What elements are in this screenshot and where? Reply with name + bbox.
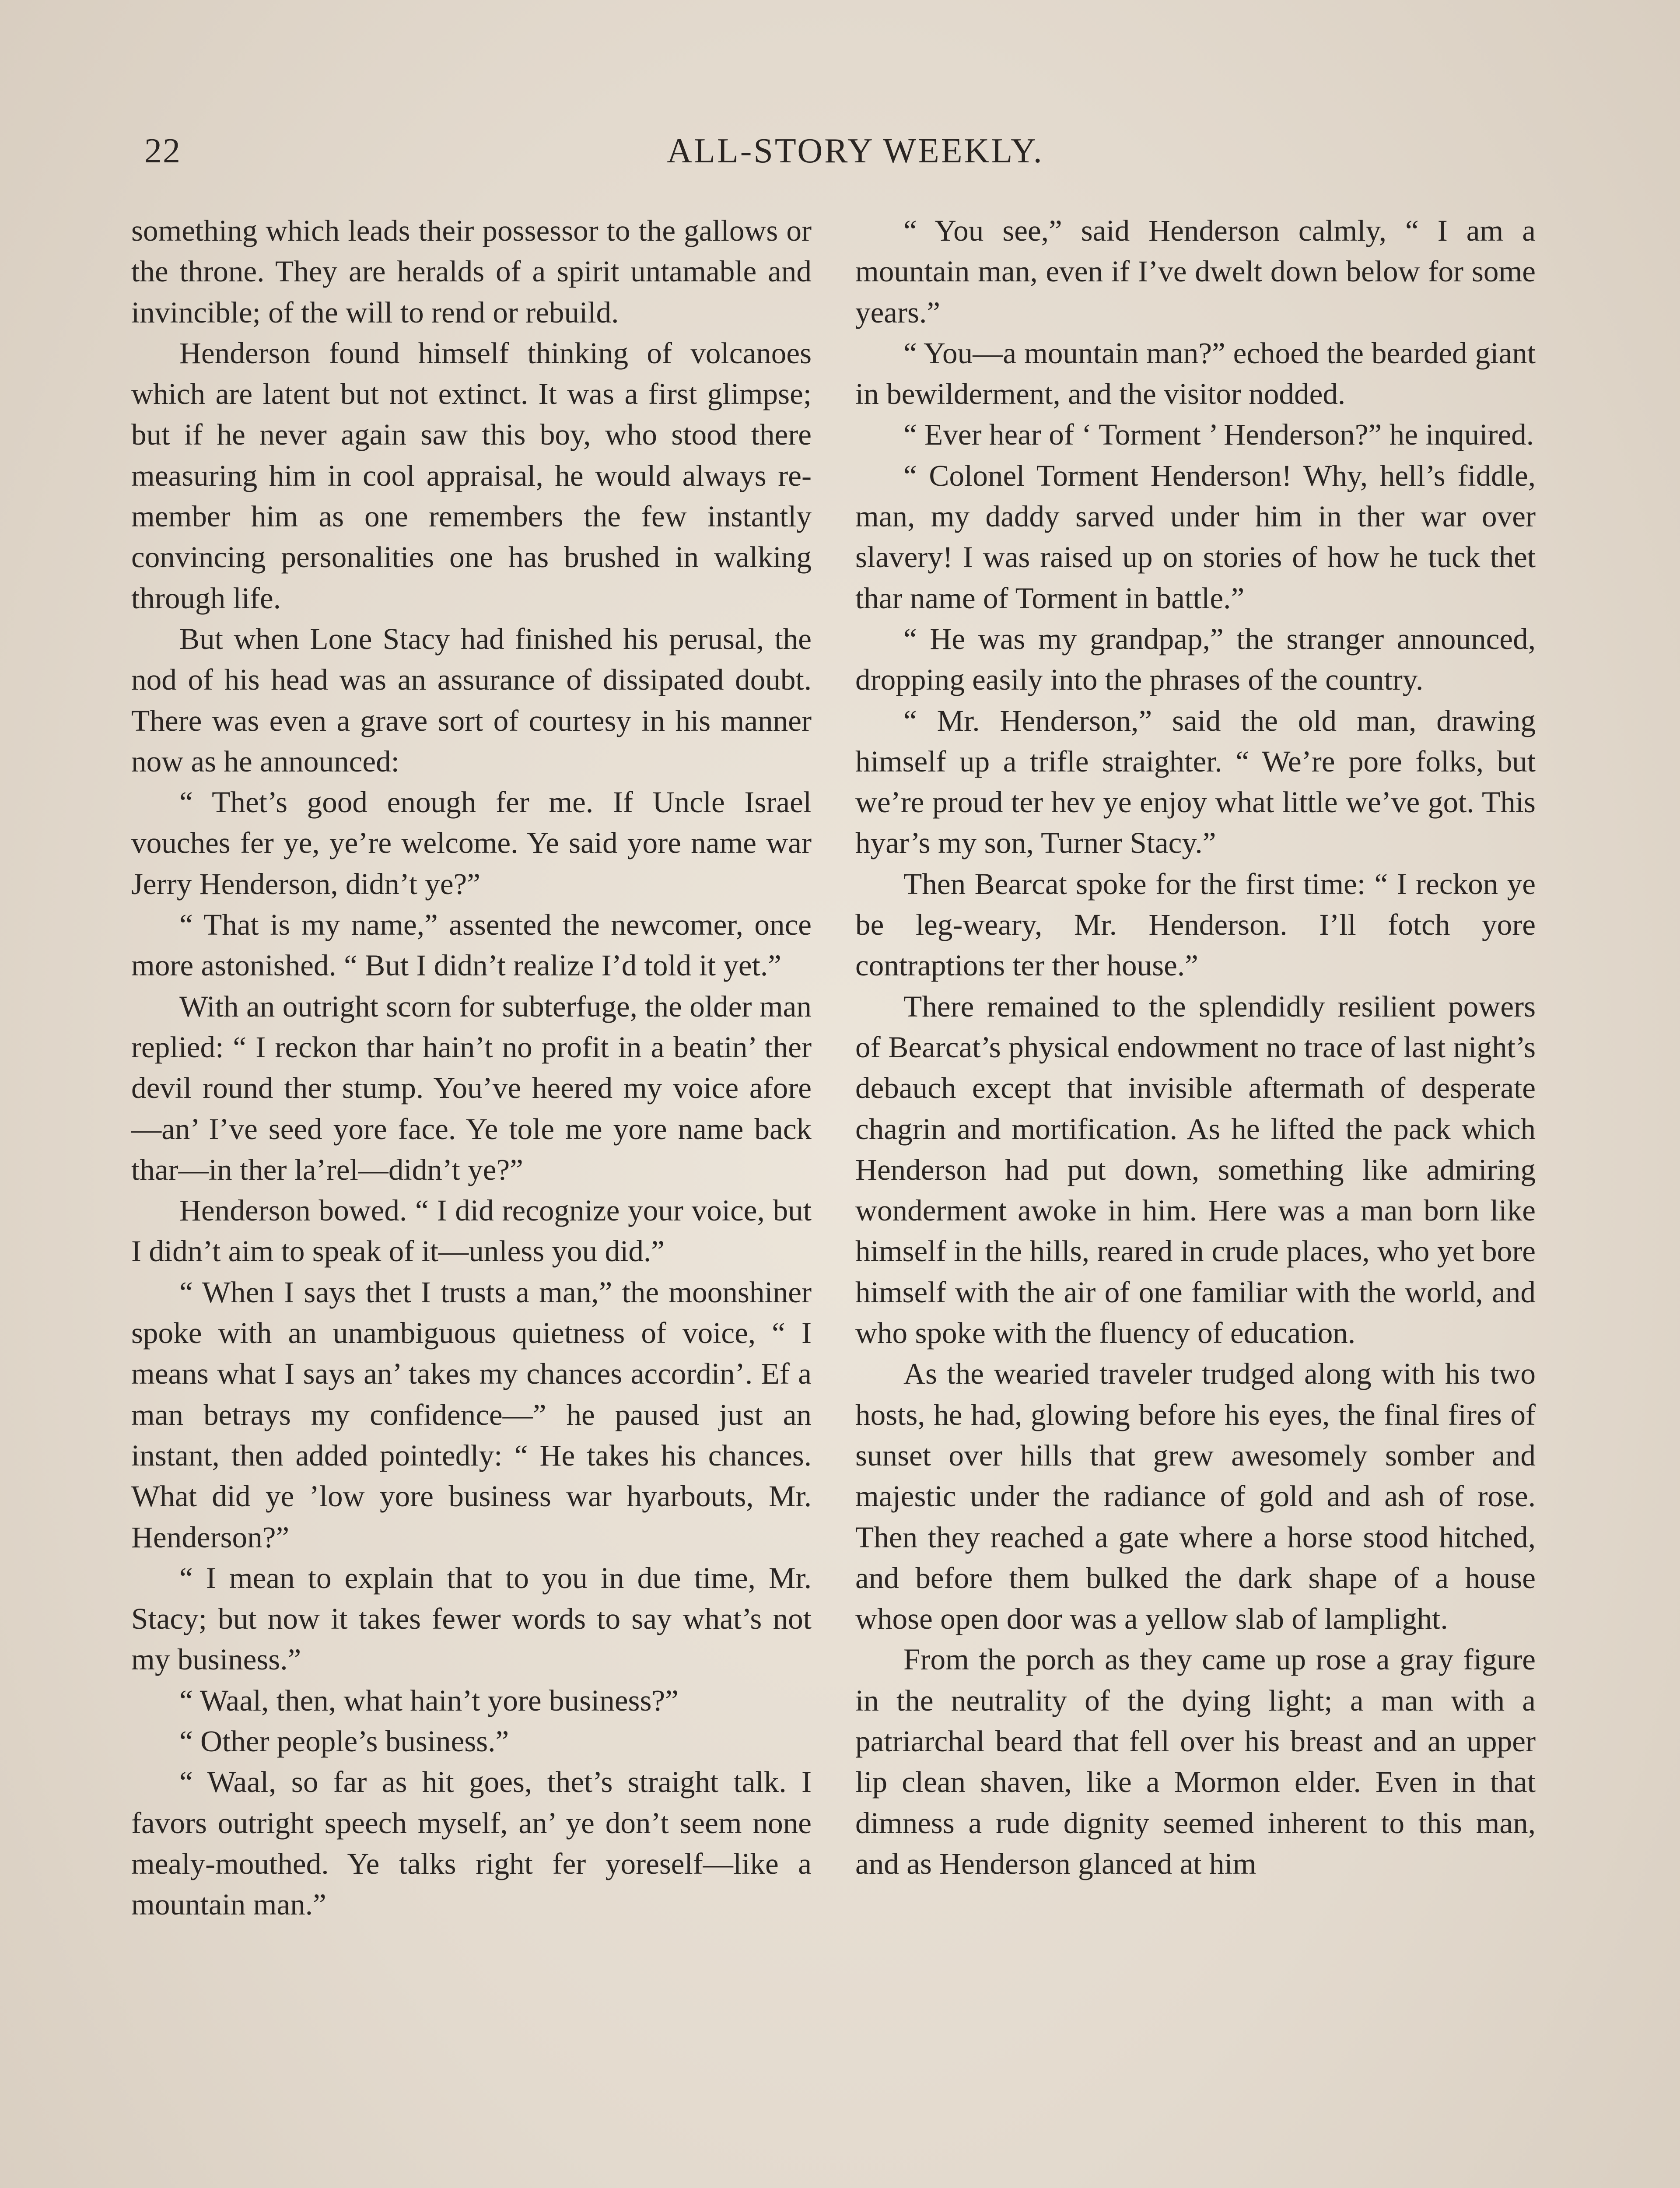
paragraph: “ Mr. Henderson,” said the old man, drawing himself up a trifle straighter. “ We’re pore folks, but we’re proud ter hev ye enjoy what little we’ve got. This hyar’s my son, Turner Stacy.” [855, 703, 1536, 860]
left-column [131, 210, 812, 1925]
paragraph: “ You see,” said Henderson calmly, “ I am a mountain man, even if I’ve dwelt down below for some years.” [855, 214, 1536, 329]
paragraph: Henderson bowed. “ I did recognize your voice, but I didn’t aim to speak of it—unless you did.” [131, 1193, 812, 1268]
right-column [855, 210, 1536, 1884]
paragraph: something which leads their possessor to the gallows or the throne. They are heralds of a spirit untamable and invincible; of the will to rend or rebuild. [131, 214, 812, 329]
paragraph: “ Waal, so far as hit goes, thet’s straight talk. I favors outright speech myself, an’ ye don’t seem none mealy-mouthed. Ye talks right fer yoreself—like a mountain man.” [131, 1765, 812, 1922]
paragraph: “ That is my name,” assented the newcomer, once more astonished. “ But I didn’t realize I’d told it yet.” [131, 908, 812, 982]
paragraph: But when Lone Stacy had finished his perusal, the nod of his head was an assurance of dissipated doubt. There was even a grave sort of courtesy in his manner now as he announced: [131, 621, 812, 778]
paragraph: There remained to the splendidly resilient powers of Bearcat’s physical endowment no trace of last night’s debauch except that invisible aftermath of desperate chagrin and mortification. As he lifted the pack which Henderson had put down, something like admiring wonderment awoke in him. Here was a man born like himself in the hills, reared in crude places, who yet bore himself with the air of one familiar with the world, and who spoke with the fluency of education. [855, 989, 1536, 1350]
paragraph: “ Ever hear of ‘ Torment ’ Henderson?” he inquired. [903, 417, 1534, 452]
paragraph: “ Colonel Torment Henderson! Why, hell’s fiddle, man, my daddy sarved under him in ther war over slavery! I was raised up on stories of how he tuck thet thar name of Torment in battle.” [855, 458, 1536, 615]
paragraph: “ I mean to explain that to you in due time, Mr. Stacy; but now it takes fewer words to say what’s not my business.” [131, 1560, 812, 1676]
paragraph: From the porch as they came up rose a gray figure in the neutrality of the dying light; a man with a patriarchal beard that fell over his breast and an upper lip clean shaven, like a Mormon elder. Even in that dimness a rude dignity seemed inherent to this man, and as Henderson glanced at him [855, 1642, 1536, 1880]
paragraph: “ When I says thet I trusts a man,” the moonshiner spoke with an unambiguous quietness of voice, “ I means what I says an’ takes my chances accordin’. Ef a man betrays my confidence—” he paused just an instant, then added pointedly: “ He takes his chances. What did ye ’low yore business war hyarbouts, Mr. Henderson?” [131, 1275, 812, 1554]
page-header [127, 131, 1553, 179]
paragraph: “ You—a mountain man?” echoed the bearded giant in bewilderment, and the visitor nodded. [855, 336, 1536, 411]
paragraph: With an outright scorn for subterfuge, the older man replied: “ I reckon thar hain’t no profit in a beatin’ ther devil round ther stump. You’ve heered my voice afore—an’ I’ve seed yore face. Ye tole me yore name back thar—in ther la’rel—didn’t ye?” [131, 989, 812, 1186]
paragraph: “ Thet’s good enough fer me. If Uncle Israel vouches fer ye, ye’re welcome. Ye said yore name war Jerry Henderson, didn’t ye?” [131, 785, 812, 901]
paragraph: “ Waal, then, what hain’t yore business?” [179, 1683, 679, 1717]
paragraph: As the wearied traveler trudged along with his two hosts, he had, glowing before his eyes, the final fires of sunset over hills that grew awesomely somber and majestic under the radiance of gold and ash of rose. Then they reached a gate where a horse stood hitched, and before them bulked the dark shape of a house whose open door was a yellow slab of lamplight. [855, 1357, 1536, 1636]
page-number: 22 [144, 132, 181, 170]
paragraph: “ He was my grandpap,” the stranger announced, dropping easily into the phrases of the country. [855, 621, 1536, 697]
running-head: ALL-STORY WEEKLY. [667, 132, 1044, 170]
paragraph: “ Other people’s business.” [179, 1724, 509, 1758]
paragraph: Henderson found himself thinking of volcanoes which are latent but not extinct. It was a first glimpse; but if he never again saw this boy, who stood there measuring him in cool appraisal, he would always remember him as one remembers the few instantly convincing personalities one has brushed in walking through life. [131, 336, 812, 615]
paragraph: Then Bearcat spoke for the first time: “ I reckon ye be leg-weary, Mr. Henderson. I’ll fotch yore contraptions ter ther house.” [855, 866, 1536, 982]
